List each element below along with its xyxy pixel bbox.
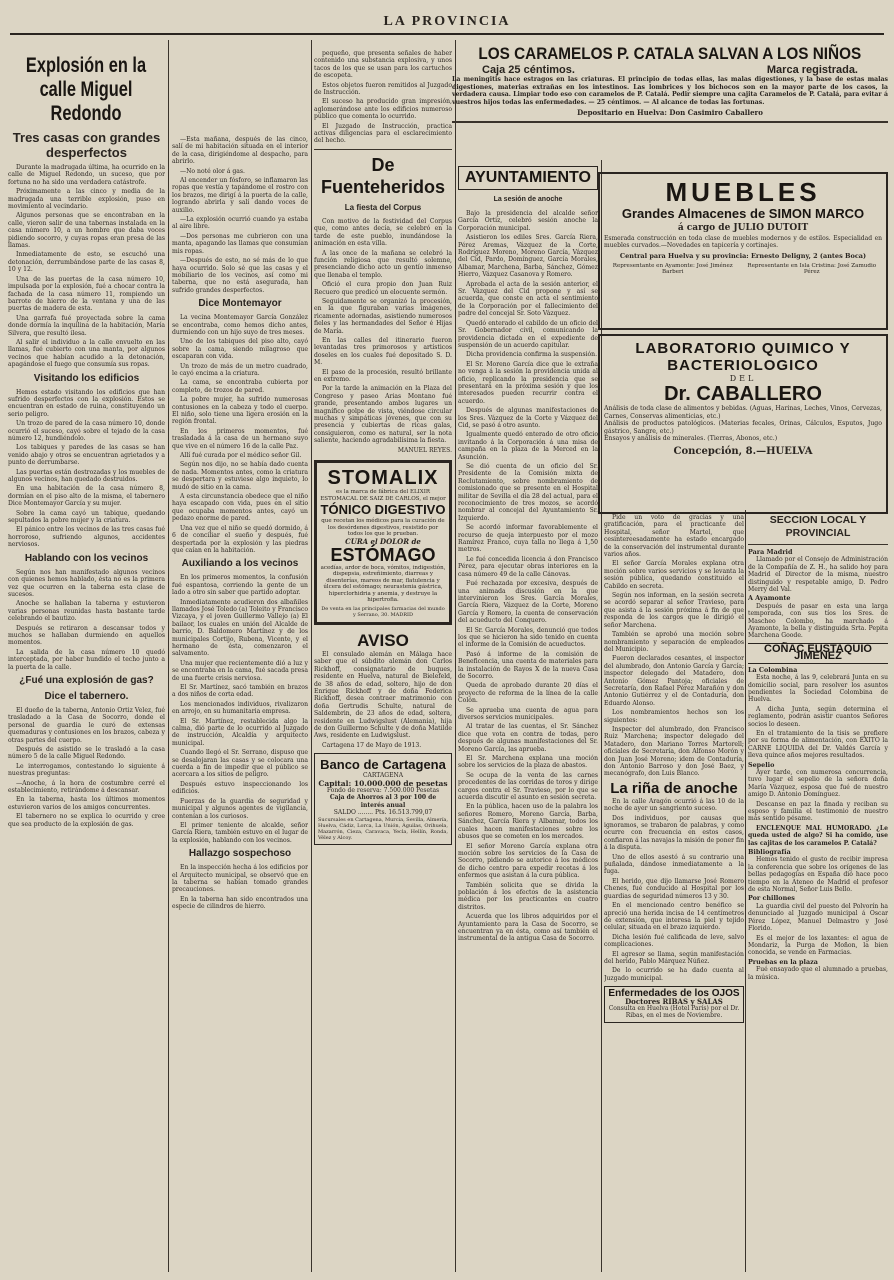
ad-title: ESTÓMAGO: [330, 544, 436, 565]
article-paragraph: Allí fué curada por el médico señor Gil.: [180, 452, 302, 460]
article-paragraph: Después de pasar en esta una larga temporada, con sus tíos los Sres. de Mascheo Colombo, ha marchado á Ayamonte, la bella y distinguida Srta. Pepita Marchena Goode.: [748, 602, 888, 640]
ad-text: Consulta en Huelva (Hotel París) por el Dr. Ribas, en el mes de Noviembre.: [608, 1004, 740, 1019]
article-paragraph: Fuerzas de la guardia de seguridad y municipal y algunos agentes de vigilancia, contenían a los curiosos.: [172, 797, 308, 820]
article-paragraph: La salida de la casa número 10 quedó interceptada, por haber hundido el techo junto a la puerta de la calle.: [8, 648, 165, 671]
banner-title: LOS CARAMELOS P. CATALA SALVAN A LOS NIÑOS: [478, 44, 862, 63]
banner-depositario: Depositario en Huelva: Don Casimiro Caballero: [577, 108, 763, 118]
article-paragraph: —Esta mañana, después de las cinco, salí de mi habitación situada en el interior de la casa, dirigiéndome al despacho, para abrirlo.: [172, 136, 308, 166]
ad-line: Doctores RIBAS y SALAS: [625, 996, 723, 1006]
article-paragraph: En los primeros momentos, la confusión fué espantosa, corriendo la gente de un lado a otro sin saber que partido adoptar.: [172, 574, 308, 597]
article-paragraph: Le interrogamos, contestando lo siguiente á nuestras preguntas:: [8, 762, 165, 778]
article-paragraph: Inmediatamente acudieron dos albañiles llamados José Toledo (a) Toleito y Francisco Vizcaya, y el joven Guillermo Vallejo (a) El bailaor, los cuales en unión del Alcalde de barrio, D. Baldomero Martínez y de los municipales Cortijo, Rubena, Vicente, y el hermano de ésta, comenzaron el salvamento.: [172, 598, 308, 658]
section-heading: Auxiliando a los vecinos: [181, 558, 299, 570]
banco-cartagena-ad: [314, 753, 452, 844]
article-paragraph: Un trozo de pared de la casa número 10, donde ocurrió el suceso, cayó sobre el tejado de la casa número 12, hundiéndolo.: [8, 420, 165, 442]
article-paragraph: Un trozo de más de un metro cuadrado, le cayó encima a la criatura.: [172, 362, 308, 377]
ad-text: CARTAGENA: [362, 772, 404, 780]
article-paragraph: Después se retiraron a descansar todos y muchos se hallaban durmiendo en aquellos momentos.: [8, 624, 165, 647]
article-paragraph: Fué rechazada por excesiva, después de una animada discusión en la que intervinieron los Sres. García Morales, García Riera, Vázquez de la Corte, Moreno García y Romero, la cuenta de conservación del acueducto del Conquero.: [458, 580, 598, 625]
article-paragraph: Bajo la presidencia del alcalde señor García Ortiz, celebró sesión anoche la Corporación municipal.: [458, 210, 598, 232]
article-paragraph: Una garrafa fué proyectada sobre la cama donde dormía la inquilina de la habitación, María Silvera, que resultó ilesa.: [8, 314, 165, 337]
article-paragraph: A esta circunstancia obedece que el niño haya escapado con vida, pues en el sitio que ocupaba momentos antes, cayó un pedazo enorme de pared.: [172, 493, 308, 523]
ad-text: acedías, ardor de boca, vómitos, indigestión, dispepsia, estreñimiento, diarreas y disenterías, mareos de mar, flatulencia y úlcera del estómago; neurastenia gástrica, hiperclorhidria y anemia, y destruye la hipertrofia.: [320, 564, 446, 604]
article-paragraph: El Juzgado de Instrucción, practica activas diligencias para el esclarecimiento del hecho.: [314, 122, 452, 145]
ad-title: STOMALIX: [327, 467, 439, 490]
article-paragraph: Acuerda que los libros adquiridos por el Ayuntamiento para la Casa de Socorro, se encuentran ya en ésta, como así también el instrumental de la antigua Casa de Socorro.: [458, 913, 598, 943]
article-paragraph: Los tabiques y paredes de las casas se han venido abajo y otros se encuentran agrietados y a punto de derrumbarse.: [8, 444, 165, 467]
article-paragraph: Le fué concedida licencia á don Francisco Pérez, para ejecutar obras interiores en la casa número 49 de la calle Cánovas.: [458, 555, 598, 578]
article-paragraph: El Sr. Martínez, sacó también en brazos a dos niños de corta edad.: [172, 684, 308, 699]
article-paragraph: El consulado alemán en Málaga hace saber que el súbdito alemán don Carlos Rickhoff, consignatario de buques, residente en Huelva, natural de Bielefeld, de 38 años de edad, soltero, hijo de don Enrique Rickhoff y de doña Federica Rickhoff, desea contraer matrimonio con doña Gertrudis Schulte, natural de Saldembrin, de 23 años de edad, soltera, residente en Ludwigslust (Alemania), hija de don Guillermo Schulte y de doña Matilde Aws, residente en Ludwigslust.: [314, 650, 452, 740]
article-paragraph: Sobre la cama cayó un tabique, quedando sepultados la pobre mujer y la criatura.: [8, 509, 165, 525]
article-paragraph: También se aprobó una moción sobre nombramiento y separación de empleados del Municipio.: [604, 631, 744, 653]
column-rule: [745, 510, 746, 1272]
article-paragraph: Se ocupa de la venta de las carnes procedentes de las corridas de toros y dirige cargos contra el Sr. Travieso, por lo que se acuerda discutir el asunto en sesión secreta.: [458, 771, 598, 802]
banner-row: [452, 64, 888, 76]
article-paragraph: La pobre mujer, ha sufrido numerosas contusiones en la cabeza y todo el cuerpo. El niño, solo tiene una ligera erosión en la región frontal.: [172, 396, 308, 426]
ad-text: Central para Huelva y su provincia: Ernesto Deligny, 2 (antes Boca): [619, 252, 867, 261]
column-6: [748, 514, 888, 1272]
article-paragraph: Inspector del alumbrado, don Francisco Ruiz Marchena; inspector delegado del Matadero, don Mariano Torres Martorell; oficiales de Secretaría, don Alfonso Morón y don Juan José Moreno; idem de Contaduría, don Antonio Barroso y don José Baez, y mecanógrafo, don Luis Blanco.: [604, 725, 744, 778]
article-paragraph: —Después de esto, no sé más de lo que haya ocurrido. Solo sé que las casas y el mobiliario de los vecinos, así como mi taberna, que no está asegurada, han sufrido grandes desperfectos.: [172, 257, 308, 294]
headline-fuenteheridos: De Fuenteheridos: [320, 154, 445, 197]
section-heading: Dice Montemayor: [198, 298, 282, 310]
article-paragraph: Dicha providencia confirma la suspensión.: [466, 351, 598, 359]
article-paragraph: Inmediatamente de esto, se escuchó una detonación, derrumbándose parte de las casas 8, 10 y 12.: [8, 251, 165, 274]
article-paragraph: Con motivo de la festividad del Corpus que, como antes decía, se celebró en la tarde de este pueblo, inundándose la animación en esta villa.: [314, 217, 452, 248]
article-paragraph: En la pública, hacen uso de la palabra los señores Romero, Moreno García, Barba, Sánchez, García Riera y Albamar, todos los cuales hacen manifestaciones sobre los abusos que se cometen en los mercados.: [458, 803, 598, 841]
ad-text: Sucursales en Cartagena, Murcia, Sevilla, Almería, Huelva, Cádiz, Lorca, La Unión, Águilas, Orihuela, Mazarrón, Cieza, Caravaca, Yecla, Hellín, Ronda, Vélez y Alcoy.: [318, 816, 448, 841]
ad-text: Esmerada construcción en toda clase de muebles modernos y de estilos. Especialidad en muebles curvados.—Novedades en tapicería y cortinajes.: [604, 235, 882, 250]
article-paragraph: Uno de los tabiques del piso alto, cayó sobre la cama, siendo milagroso que escaparan con vida.: [172, 338, 308, 361]
section-heading: Pruebas en la plaza: [748, 957, 818, 966]
article-paragraph: También solicita que se divida la población á los efectos de la asistencia médica por los practicantes en cuatro distritos.: [458, 881, 598, 911]
column-rule: [455, 40, 456, 1272]
article-paragraph: En las calles del itinerario fueron levantadas tres primorosos y artísticos doseles en los cuales fué depositado S. D. M.: [314, 336, 452, 367]
ad-title: Enfermedades de los OJOS: [608, 988, 740, 1000]
article-paragraph: A las once de la mañana se celebró la función religiosa que resultó solemne, presenciando dicho acto un gentío inmenso que llenaba el templo.: [314, 249, 452, 279]
article-paragraph: El paso de la procesión, resultó brillante en extremo.: [314, 368, 452, 383]
article-paragraph: El pánico entre los vecinos de las tres casas fué horroroso, sufriendo algunos, accidentes nerviosos.: [8, 526, 165, 549]
section-heading: ¿Fué una explosión de gas?: [19, 674, 154, 686]
section-heading: Hablando con los vecinos: [24, 552, 149, 564]
article-paragraph: Cartagena 17 de Mayo de 1913.: [322, 741, 422, 749]
banner-brand: Marca registrada.: [766, 64, 858, 76]
article-paragraph: Según nos dijo, no se había dado cuenta de nada. Momentos antes, como la criatura se despertara y estuviese algo inquieto, lo mudó de sitio en la cama.: [172, 461, 308, 491]
article-paragraph: Se dió cuenta de un oficio del Sr. Presidente de la Comisión mixta de Reclutamiento, sobre nombramiento de comisionado que se presente en el Hospital militar de Sevilla el día 28 del actual, para el reconocimiento de tres mozos, se acordó nombrar al concejal del Ayuntamiento Sr. Izquierdo.: [458, 463, 598, 522]
section-heading: La fiesta del Corpus: [344, 202, 422, 212]
article-paragraph: Los nombramientos hechos son los siguientes:: [604, 709, 744, 724]
article-paragraph: Fué ensayado que el alumnado a pruebas, la música.: [748, 966, 888, 981]
article-paragraph: En la inspección hecha á los edificios por el Arquitecto municipal, se observó que en la taberna se habían tomado grandes precauciones.: [172, 864, 308, 894]
article-paragraph: En el tratamiento de la tisis se prefiere por su forma de alimentación, con ÉXITO la CARNE LIQUIDA del Dr. Valdés García y lleva quince años mejores resultados.: [748, 729, 888, 760]
article-paragraph: Al tratar de las cuentas, el Sr. Sánchez dice que vota en contra de todas, pero después de algunas manifestaciones del Sr. Moreno García, las aprueba.: [458, 723, 598, 753]
ad-title: TÓNICO DIGESTIVO: [320, 502, 446, 518]
section-heading: Hallazgo sospechoso: [188, 848, 292, 860]
section-heading: La Colombina: [748, 665, 798, 674]
article-paragraph: El Sr. Marchena explana una moción sobre los servicios de la plaza de abastos.: [458, 755, 598, 770]
heading-aviso: AVISO: [357, 630, 409, 650]
section-subheading: Dice el tabernero.: [44, 690, 129, 702]
ad-text: Análisis de toda clase de alimentos y bebidas. (Aguas, Harinas, Leches, Vinos, Cervezas, Carnes, Conservas alimenticias, etc.): [604, 405, 882, 420]
article-paragraph: Por la tarde la animación en la Plaza del Congreso y paseo Arias Montano fué grande, presentando ambos lugares un magnífico golpe de vista, viéndose circular muchas y simpáticas jóvenes, que con su presencia y cubiertas de ricas galas, consiguieron, como es natural, ser la nota saliente, haciendo agradabilísima la fiesta.: [314, 385, 452, 445]
signature: MANUEL REYES.: [397, 446, 452, 454]
ad-row: [604, 263, 882, 275]
article-paragraph: El agresor se llama, según manifestación del herido, Pablo Márquez Núñez.: [604, 950, 744, 965]
article-paragraph: Estos objetos fueron remitidos al Juzgado de Instrucción.: [314, 81, 452, 97]
article-paragraph: Según nos han manifestado algunos vecinos con quienes hemos hablado, ésta no es la primera vez que ocurren en la taberna esta clase de sucesos.: [8, 568, 165, 598]
article-paragraph: Próximamente a las cinco y media de la madrugada una terrible explosión, puso en movimiento al vecindario.: [8, 188, 165, 211]
masthead-title: LA PROVINCIA: [383, 14, 511, 29]
ad-line: Grandes Almacenes de SIMON MARCO: [621, 206, 865, 221]
ad-line: á cargo de JULIO DUTOIT: [677, 223, 809, 233]
ad-rep: Representante en Ayamonte: José Jiménez Barberi: [612, 263, 733, 276]
section-heading: Por chillones: [748, 894, 795, 903]
ad-text: que recetan los médicos para la curación de los desórdenes digestivos, resistido por todos los que le prueban.: [321, 518, 445, 538]
article-paragraph: La guardia civil del puesto del Polvorín ha denunciado al Juzgado municipal á Oscar Pérez López, Manuel Delmastro y José Florido.: [748, 902, 888, 933]
article-paragraph: Igualmente quedó enterado de otro oficio invitando á la Corporación á una misa de campaña en la plaza de la Merced en la Asunción.: [458, 431, 598, 461]
article-paragraph: Después de asistido se le trasladó a la casa número 5 de la calle Miguel Redondo.: [8, 746, 165, 761]
caramelos-banner: [452, 44, 888, 156]
article-paragraph: En una habitación de la casa número 8, dormían en el piso alto de la misma, el tabernero Dice Montemayor García y su mujer.: [8, 485, 165, 508]
article-paragraph: Uno de ellos asestó á su contrario una puñalada, dándose inmediatamente a la fuga.: [604, 853, 744, 876]
cognac-ad: COÑAC EUSTAQUIO JIMENEZ: [748, 643, 888, 664]
article-paragraph: A dicha Junta, según determina el reglamento, podrán asistir cuantos Señores socios lo deseen.: [748, 705, 888, 728]
article-paragraph: El Sr. García Morales, denunció que todos los que se hicieron ha sido tenido en cuenta el informe de la Comisión de acueductos.: [458, 626, 598, 649]
ad-text: Caja de Ahorros al 3 por 100 de interés anual: [329, 794, 437, 809]
ad-text: Capital: 10.000.000 de pesetas: [318, 778, 448, 788]
section-heading: A Ayamonte: [748, 594, 791, 603]
article-paragraph: El Sr. Martínez, restablecida algo la calma, dió parte de lo ocurrido al Juzgado de instrucción, Alcaldía y arquitecto municipal.: [172, 717, 308, 747]
article-paragraph: Pide un voto de gracias y una gratificación, para el practicante del Hospital, señor Martel, que cesintereesadamente ha estado encargado de la conservación del instrumental durante varios años.: [604, 514, 744, 559]
article-paragraph: Algunos personas que se encontraban en la calle, vieron salir de una tabernas instalada en la casa número 10, a un hombre que daba voces pidiendo socorro, y cuyas ropas eran presa de las llamas.: [8, 212, 165, 250]
section-heading: Visitando los edificios: [33, 372, 140, 384]
article-paragraph: Cuando llegó el Sr. Serrano, dispuso que se desalojaran las casas y se colocara una cuerda a fin de impedir que el público se acercara a los sitios de peligro.: [172, 749, 308, 779]
article-paragraph: En la calle Aragón ocurrió á las 10 de la noche de ayer un sangriento suceso.: [604, 797, 744, 813]
article-paragraph: Esta noche, á las 9, celebrará Junta en su domicilio social, para resolver los asuntos pendientes la Sociedad Colombina de Huelva.: [748, 674, 888, 704]
article-paragraph: Se aprueba una cuenta de agua para diversos servicios municipales.: [458, 706, 598, 721]
article-paragraph: ENCLENQUE MAL HUMORADO. ¿Le queda usted de algo? Si ha comido, use las cajitas de los caramelos P. Catalá?: [748, 824, 888, 847]
ad-rep: Representante en Isla Cristina: José Zamudio Pérez: [747, 263, 877, 276]
column-2: [172, 136, 308, 1272]
ad-text: SALDO ........ Pts. 16.513.799,07: [333, 809, 433, 817]
heading-seccion-local: SECCION LOCAL Y PROVINCIAL: [769, 514, 867, 539]
article-paragraph: Anoche se hallaban la taberna y estuvieron varias personas reunidas hasta bastante tarde celebrando el bautizo.: [8, 600, 165, 623]
article-paragraph: Ofició el cura propio don Juan Ruiz Recuero que predicó un elocuente sermón.: [314, 281, 452, 296]
article-paragraph: Asistieron los ediles Sres. García Riera, Pérez Aremas, Vázquez de la Corte, Rodríguez Moreno, Moreno García, Vázquez del Cid, Pardo, Domínguez, García Morales, Albamar, Marchena, Barba, Sánchez, Gómez Hierro, Vázquez Casanova y Romero.: [458, 234, 598, 279]
ad-title: LABORATORIO QUIMICO Y BACTERIOLOGICO: [635, 340, 851, 374]
article-paragraph: Aprobada el acta de la sesión anterior, el Sr. Vázquez del Cid propone y así se acuerda, que conste en acta el sentimiento de la Corporación por el fallecimiento del padre del concejal Sr. Soto Vázquez.: [458, 280, 598, 318]
muebles-ad: [598, 172, 888, 330]
article-paragraph: En la taberna han sido encontrados una especie de cilindros de hierro.: [172, 895, 308, 911]
article-paragraph: Llamado por el Consejo de Administración de la Compañía de Z. H., ha salido hoy para Madrid el Director de la misma, nuestro distinguido y respetable amigo, D. Pedro Merry del Val.: [748, 556, 888, 594]
article-paragraph: Después estuvo inspeccionando los edificios.: [172, 780, 308, 796]
article-paragraph: Hemos tenido el gusto de recibir impresa la conferencia que sobre los orígenes de las bellas pedagogías en España dió hace poco tiempo en la Ateneo de Madrid el profesor de esta Normal, Señor Luis Bello.: [748, 856, 888, 894]
article-paragraph: De lo ocurrido se ha dado cuenta al Juzgado municipal.: [604, 967, 744, 982]
banner-price: Caja 25 céntimos.: [482, 64, 575, 76]
banner-text: La meningitis hace estragos en las criaturas. El principio de todas ellas, las malas digestiones, y la base de estas malas digestiones, materias extrañas en los intestinos. Las lombrices y los bichocos son en la mayor parte de los casos, la verdadera causa. Limpiar todo eso con caramelos de P. Catalá. Pedir siempre una cajita Caramelos de P. Catalá, para evitar á vuestros hijos todas las enfermedades. — 25 céntimos. — Al alcance de todas las fortunas.: [452, 76, 888, 106]
ad-text: De venta en las principales farmacias del mundo y Serrano, 30. MADRID: [321, 605, 445, 618]
column-rule: [311, 40, 312, 1272]
article-paragraph: Queda de aprobado durante 20 días el proyecto de reforma de la línea de la calle Colón.: [458, 682, 598, 705]
ad-line: DEL: [729, 374, 757, 383]
article-paragraph: Durante la madrugada última, ha ocurrido en la calle de Miguel Redondo, un suceso, que por fortuna no ha sido una verdadera catástrofe.: [8, 164, 165, 186]
article-paragraph: Descanse en paz la finada y reciban su esposo y familia el testimonio de nuestro más sentido pésame.: [748, 800, 888, 823]
article-paragraph: El suceso ha producido gran impresión, aglomerándose ante los edificios numeroso público que comenta lo ocurrido.: [314, 98, 452, 121]
article-paragraph: Pasó á informe de la comisión de Beneficencia, una cuenta de materiales para la instalación de Rayos X de la nueva Casa de Socorro.: [458, 650, 598, 680]
article-paragraph: —Dos personas me cubrieron con una manta, apagando las llamas que consumían mis ropas.: [172, 232, 308, 255]
article-paragraph: La vecina Montemayor García González se encontraba, como hemos dicho antes, durmiendo con un hijo suyo de tres meses.: [172, 314, 308, 336]
article-paragraph: El tabernero no se explica lo ocurrido y cree que sea producto de la explosión de gas.: [8, 813, 165, 828]
divider: [314, 149, 452, 150]
article-paragraph: Es el mejor de los laxantes: el agua de Mondariz, la Purga de Moñon, la bien conocida, se vende en Farmacias.: [748, 934, 888, 957]
article-paragraph: En la taberna, hasta los últimos momentos estuvieron varios de los amigos concurrentes.: [8, 796, 165, 811]
article-paragraph: Después de algunas manifestaciones de los Sres. Vázquez de la Corte y Vázquez del Cid, se pasó á otro asunto.: [458, 407, 598, 429]
headline-ayuntamiento: AYUNTAMIENTO: [458, 166, 598, 190]
article-paragraph: El herido, que dijo llamarse José Romero Chenes, fué conducido al Hospital por los guardias de seguridad números 13 y 30.: [604, 877, 744, 900]
column-1: [8, 40, 165, 1272]
article-paragraph: Dos individuos, por causas que ignoramos, se trabaron de palabras, y como ocurre con frecuencia en estos casos, confiaron á las navajas la misión de poner fin á la disputa.: [604, 814, 744, 852]
article-paragraph: Según nos informan, en la sesión secreta se acordó separar al señor Travieso, para que asista á la sesión próxima á fin de que responda de los cargos que le dirigió el señor Marchena.: [604, 592, 744, 629]
article-paragraph: En los primeros momentos, fué trasladada á la casa de un hermano suyo que vive en el número 16 de la calle Paz.: [172, 427, 308, 450]
article-paragraph: —No noté olor á gas.: [180, 167, 245, 175]
article-paragraph: Al salir el individuo a la calle envuelto en las llamas, fué cubierto con una manta, por algunos vecinos que habían acudido a la detonación, apagándose el fuego que consumía sus ropas.: [8, 338, 165, 369]
ad-text: CURA el DOLOR de: [345, 536, 421, 546]
masthead-rule: [10, 33, 884, 35]
ad-text: Ensayos y análisis de minerales. (Tierras, Abonos, etc.): [604, 435, 778, 443]
ad-title: Dr. CABALLERO: [664, 383, 822, 405]
article-paragraph: Una mujer que recientemente dió a luz y se encontraba en la cama, fué sacada presa de una fuerte crisis nerviosa.: [172, 659, 308, 682]
article-paragraph: Los mencionados individuos, rivalizaron en arrojo, en su humanitaria empresa.: [172, 700, 308, 716]
article-paragraph: Dicha lesión fué calificada de leve, salvo complicaciones.: [604, 933, 744, 949]
ad-text: Análisis de productos patológicos. (Materias fecales, Orinas, Cálculos, Esputos, Jugo gástrico, Sangre, etc.): [604, 420, 882, 435]
headline-rina: La riña de anoche: [610, 779, 738, 797]
article-paragraph: Al encender un fósforo, se inflamaron las ropas que vestía y tapándome el rostro con los brazos, me dirigí á la puerta de la calle, logrando abrirla y salí dando voces de auxilio.: [172, 177, 308, 214]
ad-address: Concepción, 8.—HUELVA: [673, 445, 813, 457]
article-paragraph: Quedó enterado el cabildo de un oficio del Sr. Gobernador civil, comunicando la providencia dictada en el expediente de suspensión de un acuerdo capitular.: [458, 319, 598, 349]
column-3: [314, 50, 452, 1272]
divider: [748, 544, 888, 545]
article-paragraph: Ayer tarde, con numerosa concurrencia, tuvo lugar el sepelio de la señora doña María Vázquez, esposa que fué de nuestro amigo D. Antonio Domínguez.: [748, 768, 888, 799]
article-paragraph: —Anoche, á la hora de costumbre cerré el establecimiento, retirándome á descansar.: [8, 779, 165, 795]
article-paragraph: Las puertas están destrozadas y los muebles de algunos vecinos, han quedado destruidos.: [8, 468, 165, 484]
article-paragraph: Hemos estado visitando los edificios que han sufrido desperfectos con la explosión. Estos se encuentran en estado de ruina, constituyendo un serio peligro.: [8, 388, 165, 418]
subhead-tres-casas: Tres casas con grandes desperfectos: [12, 130, 161, 160]
section-heading: Bibliografía: [748, 848, 791, 857]
article-paragraph: Una vez que el niño se quedó dormido, á 6 de conciliar el sueño y después, fué despertada por la explosión y las piedras que caían en la habitación.: [172, 524, 308, 554]
article-paragraph: —La explosión ocurrió cuando ya estaba al aire libre.: [172, 216, 308, 231]
section-heading: La sesión de anoche: [493, 196, 563, 203]
ad-title: Banco de Cartagena: [320, 757, 446, 773]
section-heading: Sepelio: [748, 760, 775, 769]
ad-text: es la marca de fábrica del ELIXIR ESTOMACAL DE SAIZ DE CARLOS, el mejor: [320, 489, 446, 502]
section-heading: Para Madrid: [748, 548, 793, 556]
laboratorio-ad: [598, 334, 888, 514]
article-paragraph: El Sr. Moreno García dice que le extraña no venga á la sesión la providencia unida al oficio, replicando la presidencia que se presentará en la próxima sesión y que los interesados pueden recurrir contra el acuerdo.: [458, 360, 598, 405]
article-paragraph: El señor García Morales explana otra moción sobre varios servicios y se levanta la sesión pública, quedando constituido el Cabildo en secreta.: [604, 560, 744, 590]
article-paragraph: Se acordó informar favorablemente el recurso de queja interpuesto por el mozo Ramírez Franco, cuya talla no llega á 1,50 metros.: [458, 524, 598, 554]
article-paragraph: El primer teniente de alcalde, señor García Riera, también estuvo en el lugar de la explosión, hablando con los vecinos.: [172, 821, 308, 844]
article-paragraph: Fueron declarados cesantes, el inspector del alumbrado, don Antonio García y García; inspector delegado del Matadero, don Antonio Gómez Pantoja; oficiales de Secretaría, don Rafael Pérez Marañón y don Antonio Gutiérrez y el de Contaduría, don Eduardo Alonso.: [604, 655, 744, 707]
article-paragraph: La cama, se encontraba cubierta por completo, de trozos de pared.: [172, 379, 308, 394]
article-paragraph: El señor Moreno García explana otra moción sobre los servicios de la Casa de Socorro, pidiendo se autorice á los médicos de dicho centro para expedir recetas á los enfermos que asistan á la cura pública.: [458, 842, 598, 880]
column-4: [458, 166, 598, 1272]
headline-explosion: Explosión en la calle Miguel Redondo: [25, 54, 147, 125]
column-rule: [168, 40, 169, 1272]
article-paragraph: En el mencionado centro benéfico se apreció una herida incisa de 14 centímetros de extensión, que interesa la piel y tejido celular, situada en el brazo izquierdo.: [604, 902, 744, 932]
stomalix-ad: [314, 460, 452, 625]
article-paragraph: El dueño de la taberna, Antonio Ortiz Velez, fué trasladado a la Casa de Socorro, donde el personal de guardia le curó de extensas quemaduras y contusiones en los brazos, cabeza y otras partes del cuerpo.: [8, 706, 165, 744]
ad-title: MUEBLES: [665, 177, 821, 207]
column-5: [604, 514, 744, 1272]
ojos-ad: [604, 986, 744, 1023]
article-paragraph: Seguidamente se organizó la procesión, en la que figuraban varias imágenes, ricamente adornadas, asistiendo numerosos fieles y las hermandades del Señor é Hijas de María.: [314, 297, 452, 335]
ad-text: Fondo de reserva: 7.500.000 Pesetas: [326, 787, 440, 795]
divider: [452, 121, 888, 123]
article-paragraph: Una de las puertas de la casa número 10, impulsada por la explosión, fué a chocar contra la fachada de la casa número 11, rompiendo un barrote de hierro de la ventana y una de las puertas de madera de esta.: [8, 275, 165, 313]
article-paragraph: pequeño, que presenta señales de haber contenido una substancia explosiva, y unos tacos de los que se usan para los cartuchos de escopeta.: [314, 50, 452, 80]
